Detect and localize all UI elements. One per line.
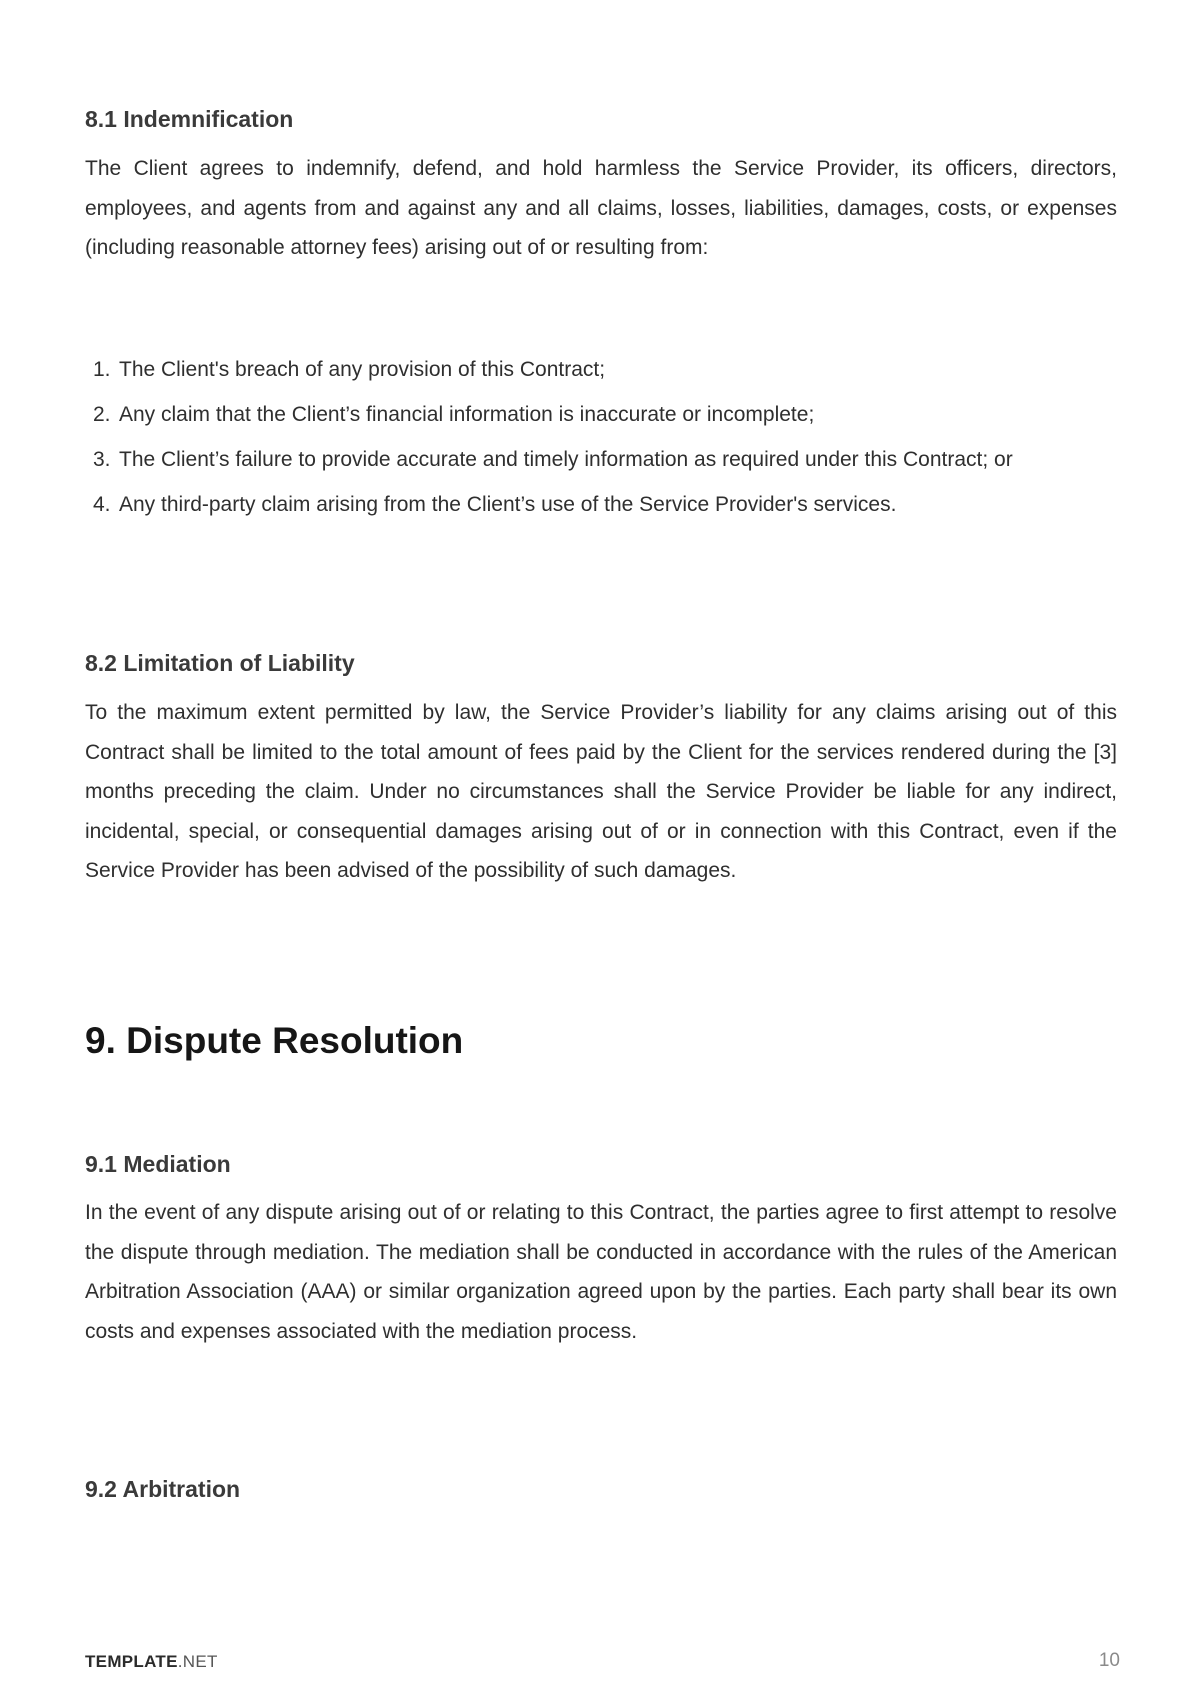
section-paragraph-8-2: To the maximum extent permitted by law, the Service Provider’s liability for any claims arising out of this Contract shall be limited to the total amount of fees paid by the Client for the services rendered during the [3] months preceding the claim. Under no circumstances shall the Service Provider be liable for any indirect, incidental, special, or consequential damages arising out of or in connection with this Contract, even if the Service Provider has been advised of the possibility of such damages.: [85, 701, 1117, 882]
section-heading-9-1: 9.1 Mediation: [85, 1151, 231, 1177]
section-heading-8-2: 8.2 Limitation of Liability: [85, 650, 355, 676]
template-net-logo: [85, 1652, 218, 1672]
list-item-number: 3.: [93, 448, 111, 471]
list-item: [85, 440, 1111, 480]
section-paragraph-8-1: The Client agrees to indemnify, defend, and hold harmless the Service Provider, its officers, directors, employees, and agents from and against any and all claims, losses, liabilities, damages, costs, or expenses (including reasonable attorney fees) arising out of or resulting from:: [85, 157, 1117, 259]
list-item-text: The Client's breach of any provision of this Contract;: [119, 358, 606, 381]
list-item-text: Any third-party claim arising from the Client’s use of the Service Provider's services.: [119, 493, 897, 516]
indemnification-list: [85, 350, 1117, 530]
section-heading-9: 9. Dispute Resolution: [85, 1020, 464, 1061]
list-item-text: The Client’s failure to provide accurate and timely information as required under this Contract; or: [119, 448, 1013, 471]
list-item-number: 1.: [93, 358, 111, 381]
list-item: [85, 485, 1111, 525]
document-page: [85, 0, 1117, 1697]
list-item-text: Any claim that the Client’s financial information is inaccurate or incomplete;: [119, 403, 815, 426]
list-item: [85, 350, 1111, 390]
list-item: [85, 395, 1111, 435]
logo-bold-text: TEMPLATE: [85, 1652, 178, 1671]
section-heading-8-1: 8.1 Indemnification: [85, 106, 294, 132]
list-item-number: 2.: [93, 403, 111, 426]
list-item-number: 4.: [93, 493, 111, 516]
section-paragraph-9-1: In the event of any dispute arising out of or relating to this Contract, the parties agree to first attempt to resolve the dispute through mediation. The mediation shall be conducted in accordance with the rules of the American Arbitration Association (AAA) or similar organization agreed upon by the parties. Each party shall bear its own costs and expenses associated with the mediation process.: [85, 1201, 1117, 1343]
section-heading-9-2: 9.2 Arbitration: [85, 1476, 241, 1502]
page-number: 10: [1098, 1650, 1120, 1671]
logo-light-text: .NET: [177, 1652, 218, 1671]
